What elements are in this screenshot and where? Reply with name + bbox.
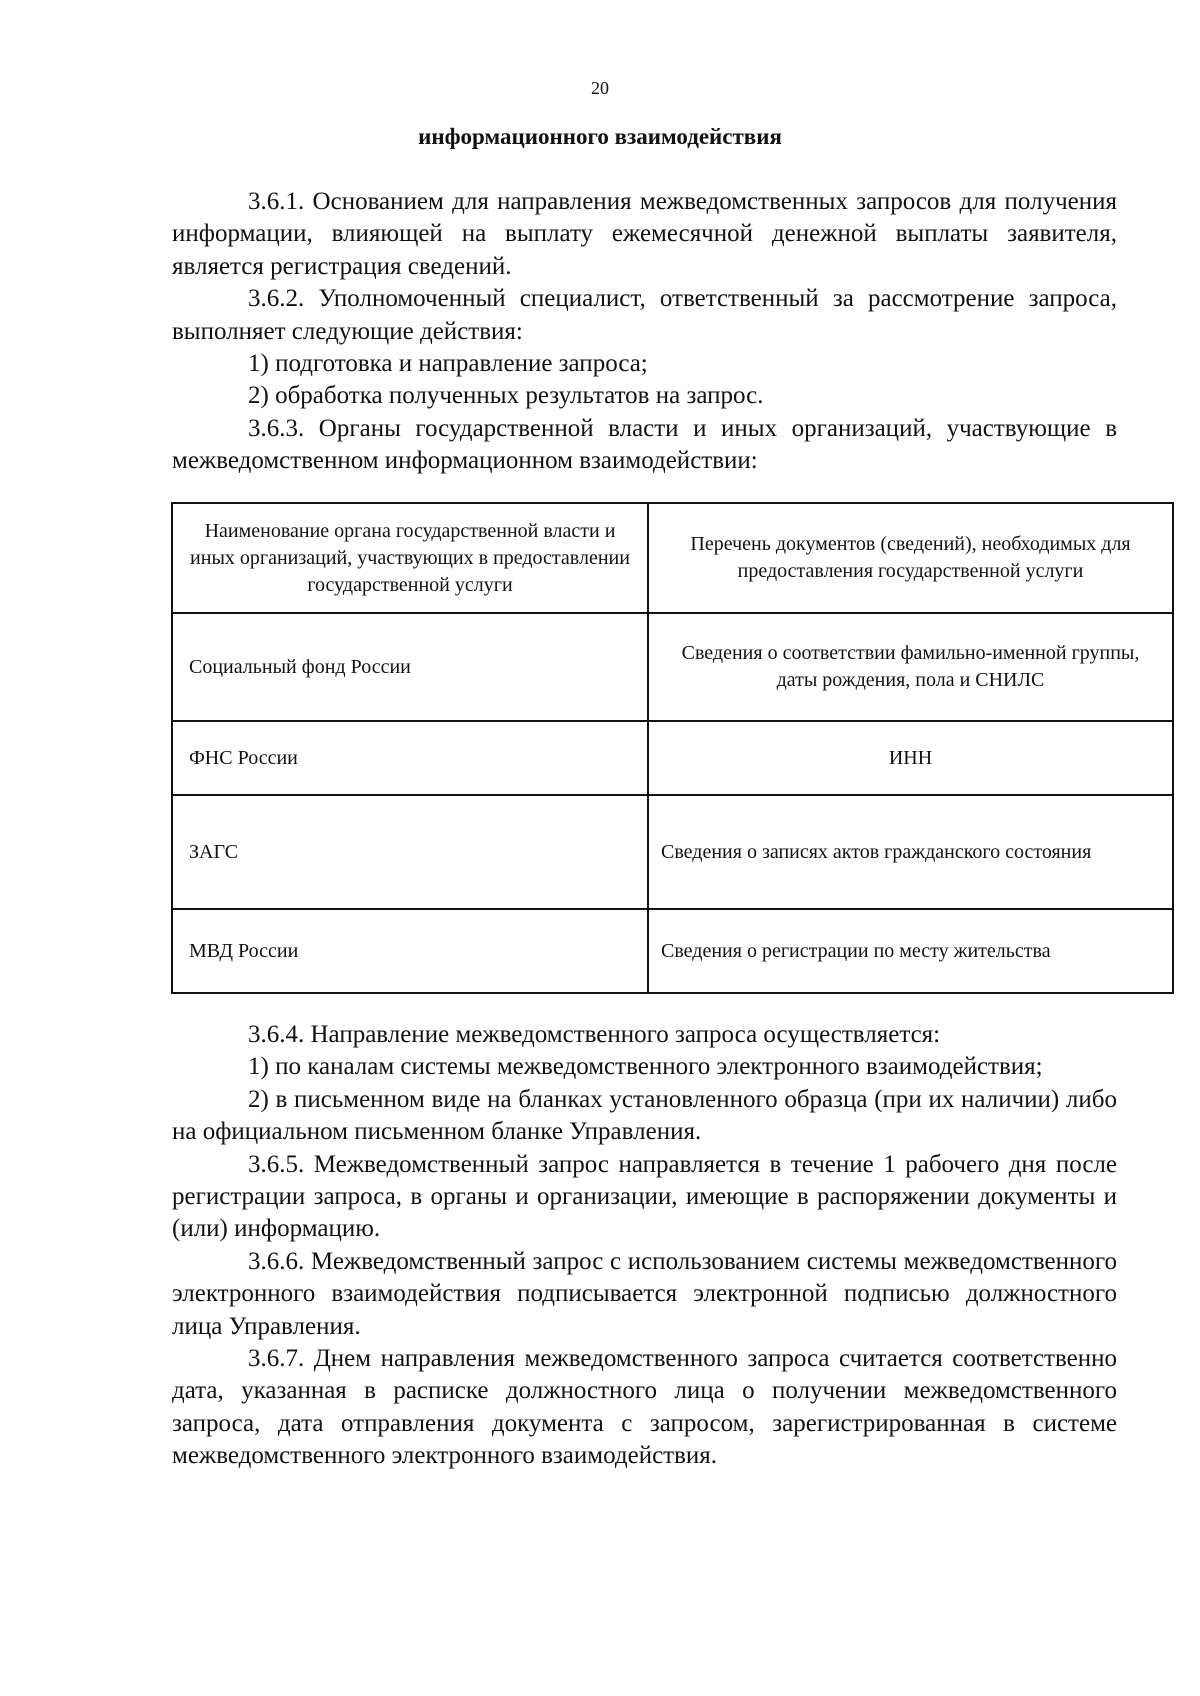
paragraph: 3.6.4. Направление межведомственного запроса осуществляется:	[248, 1021, 941, 1048]
table-cell-org: ЗАГС	[172, 795, 648, 909]
paragraph: 3.6.7. Днем направления межведомственного запроса считается соответственно дата, указанная в расписке должностного лица о получении межведомственного запроса, дата отправления документа с запросом, зарегистрированная в системе межведомственного электронного взаимодействия.	[172, 1345, 1117, 1470]
section-heading: информационного взаимодействия	[418, 124, 782, 149]
paragraphs-top	[172, 186, 1117, 478]
table-cell-org: МВД России	[172, 909, 648, 993]
paragraph: 1) по каналам системы межведомственного электронного взаимодействия;	[248, 1053, 1043, 1081]
table-cell-docs: Сведения о регистрации по месту жительства	[648, 909, 1173, 993]
paragraph: 1) подготовка и направление запроса;	[248, 350, 648, 378]
paragraph: 3.6.6. Межведомственный запрос с использованием системы межведомственного электронного взаимодействия подписывается электронной подписью должностного лица Управления.	[172, 1247, 1117, 1340]
paragraphs-bottom	[172, 1019, 1117, 1473]
table-row	[172, 909, 1173, 993]
paragraph: 2) обработка полученных результатов на запрос.	[248, 382, 764, 410]
paragraph: 2) в письменном виде на бланках установленного образца (при их наличии) либо на официальном письменном бланке Управления.	[172, 1085, 1117, 1146]
paragraph: 3.6.1. Основанием для направления межведомственных запросов для получения информации, влияющей на выплату ежемесячной денежной выплаты заявителя, является регистрация сведений.	[172, 188, 1117, 280]
table-cell-org: ФНС России	[172, 721, 648, 795]
table-header-cell: Перечень документов (сведений), необходимых для предоставления государственной услуги	[648, 503, 1173, 613]
paragraph: 3.6.2. Уполномоченный специалист, ответственный за рассмотрение запроса, выполняет следующие действия:	[172, 285, 1117, 345]
table-cell-docs: Сведения о записях актов гражданского состояния	[648, 795, 1173, 909]
paragraph: 3.6.3. Органы государственной власти и иных организаций, участвующие в межведомственном информационном взаимодействии:	[172, 414, 1117, 475]
table-cell-docs: Сведения о соответствии фамильно-именной группы, даты рождения, пола и СНИЛС	[648, 613, 1173, 721]
table-cell-org: Социальный фонд России	[172, 613, 648, 721]
table-row	[172, 795, 1173, 909]
table-header-cell: Наименование органа государственной власти и иных организаций, участвующих в предоставлении государственной услуги	[172, 503, 648, 613]
table-cell-docs: ИНН	[648, 721, 1173, 795]
organizations-table	[171, 502, 1174, 994]
table-row	[172, 613, 1173, 721]
page-number: 20	[591, 78, 609, 98]
table-header-row	[172, 503, 1173, 613]
paragraph: 3.6.5. Межведомственный запрос направляется в течение 1 рабочего дня после регистрации запроса, в органы и организации, имеющие в распоряжении документы и (или) информацию.	[172, 1150, 1117, 1243]
table-row	[172, 721, 1173, 795]
